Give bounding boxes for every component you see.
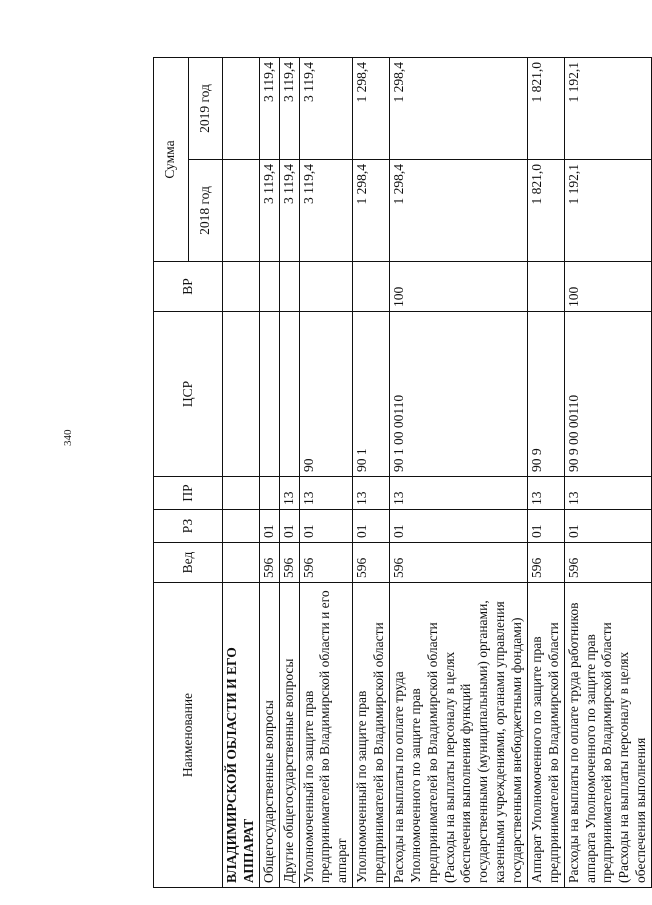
header-pr: ПР: [154, 477, 223, 510]
row-rz: 01: [564, 510, 651, 543]
row-vr: 100: [389, 262, 527, 312]
row-2018: [223, 160, 260, 262]
row-ved: 596: [564, 543, 651, 583]
row-ved: 596: [527, 543, 564, 583]
row-csr: [259, 312, 279, 477]
row-vr: [279, 262, 299, 312]
row-2019: 3 119,4: [299, 57, 353, 159]
row-name: Общегосударственные вопросы: [259, 583, 279, 888]
table-row: [259, 57, 279, 887]
row-csr: 90: [299, 312, 353, 477]
row-2019: 3 119,4: [259, 57, 279, 159]
row-vr: [259, 262, 279, 312]
table-row: [389, 57, 527, 887]
row-2018: 1 298,4: [353, 160, 390, 262]
row-vr: [353, 262, 390, 312]
row-ved: 596: [299, 543, 353, 583]
header-sum: Сумма: [154, 57, 189, 261]
row-name: Уполномоченный по защите прав предпринимателей во Владимирской области и его аппарат: [299, 583, 353, 888]
row-pr: [259, 477, 279, 510]
row-name: Аппарат Уполномоченного по защите прав предпринимателей во Владимирской области: [527, 583, 564, 888]
row-2019: 3 119,4: [279, 57, 299, 159]
header-rz: РЗ: [154, 510, 223, 543]
row-ved: 596: [279, 543, 299, 583]
row-csr: 90 1 00 00110: [389, 312, 527, 477]
row-pr: 13: [389, 477, 527, 510]
header-row: [154, 57, 189, 887]
row-ved: [223, 543, 260, 583]
row-name: ВЛАДИМИРСКОЙ ОБЛАСТИ И ЕГО АППАРАТ: [223, 583, 260, 888]
row-pr: 13: [353, 477, 390, 510]
table-row: [564, 57, 651, 887]
row-rz: 01: [527, 510, 564, 543]
row-pr: 13: [564, 477, 651, 510]
table-row: [223, 57, 260, 887]
row-vr: [223, 262, 260, 312]
header-ved: Вед: [154, 543, 223, 583]
row-2018: 3 119,4: [259, 160, 279, 262]
row-2019: 1 821,0: [527, 57, 564, 159]
row-2018: 3 119,4: [299, 160, 353, 262]
header-2019: 2019 год: [188, 57, 223, 159]
row-rz: [223, 510, 260, 543]
row-csr: 90 9 00 00110: [564, 312, 651, 477]
row-rz: 01: [279, 510, 299, 543]
row-ved: 596: [259, 543, 279, 583]
row-csr: [279, 312, 299, 477]
row-rz: 01: [259, 510, 279, 543]
row-vr: [527, 262, 564, 312]
row-csr: 90 9: [527, 312, 564, 477]
row-2019: [223, 57, 260, 159]
header-name: Наименование: [154, 583, 223, 888]
table-row: [527, 57, 564, 887]
row-pr: 13: [279, 477, 299, 510]
row-2018: 1 298,4: [389, 160, 527, 262]
row-rz: 01: [299, 510, 353, 543]
table-row: [299, 57, 353, 887]
row-pr: 13: [527, 477, 564, 510]
table-row: [279, 57, 299, 887]
row-vr: [299, 262, 353, 312]
row-name: Расходы на выплаты по оплате труда работников аппарата Уполномоченного по защите прав предпринимателей во Владимирской области (Расходы на выплаты персоналу в целях обеспечения выполнения: [564, 583, 651, 888]
row-ved: 596: [353, 543, 390, 583]
header-vr: ВР: [154, 262, 223, 312]
row-name: Расходы на выплаты по оплате труда Уполномоченного по защите прав предпринимателей во Владимирской области (Расходы на выплаты персоналу в целях обеспечения выполнения функций государственными (муниципальными) органами, казенными учреждениями, органами управления государственными внебюджетными фондами): [389, 583, 527, 888]
budget-table: [153, 57, 652, 888]
table-row: [353, 57, 390, 887]
row-2018: 1 821,0: [527, 160, 564, 262]
header-csr: ЦСР: [154, 312, 223, 477]
row-2019: 1 192,1: [564, 57, 651, 159]
row-rz: 01: [353, 510, 390, 543]
row-pr: 13: [299, 477, 353, 510]
header-2018: 2018 год: [188, 160, 223, 262]
row-csr: [223, 312, 260, 477]
rotated-page: [153, 58, 649, 888]
row-name: Другие общегосударственные вопросы: [279, 583, 299, 888]
row-2018: 3 119,4: [279, 160, 299, 262]
row-2018: 1 192,1: [564, 160, 651, 262]
row-2019: 1 298,4: [389, 57, 527, 159]
row-rz: 01: [389, 510, 527, 543]
row-pr: [223, 477, 260, 510]
row-2019: 1 298,4: [353, 57, 390, 159]
row-csr: 90 1: [353, 312, 390, 477]
page-number: 340: [62, 429, 74, 446]
row-vr: 100: [564, 262, 651, 312]
row-name: Уполномоченный по защите прав предпринимателей во Владимирской области: [353, 583, 390, 888]
row-ved: 596: [389, 543, 527, 583]
